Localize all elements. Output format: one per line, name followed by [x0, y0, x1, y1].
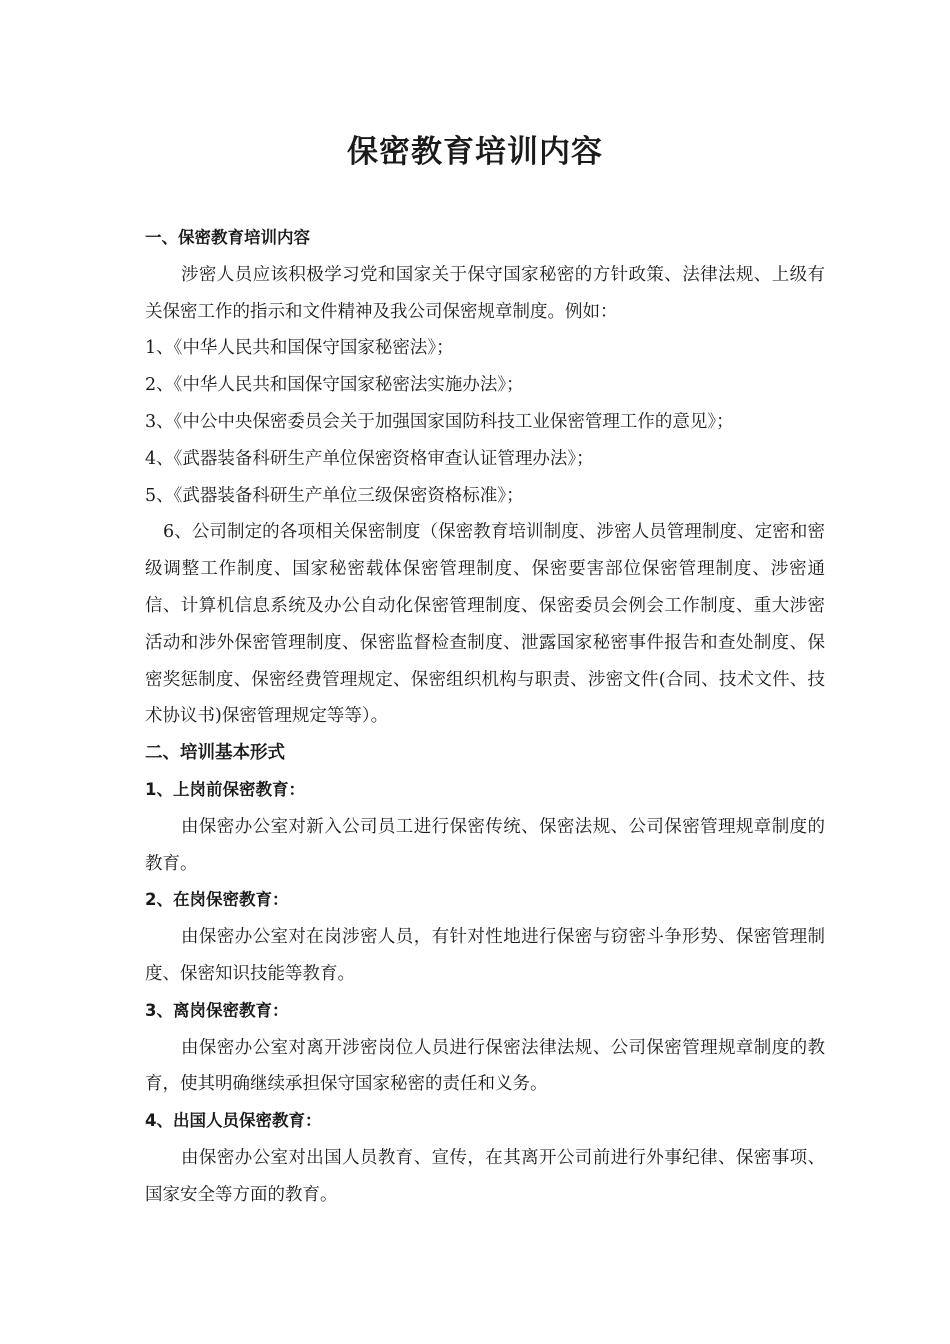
- regulation-item-3: 3、《中公中央保密委员会关于加强国家国防科技工业保密管理工作的意见》；: [145, 411, 734, 432]
- section-1-intro: 涉密人员应该积极学习党和国家关于保守国家秘密的方针政策、法律法规、上级有关保密工作的指示和文件精神及我公司保密规章制度。例如：: [145, 264, 825, 322]
- regulation-item-2: 2、《中华人民共和国保守国家秘密法实施办法》；: [145, 375, 524, 396]
- subsection-4-heading: 4、出国人员保密教育：: [145, 1111, 322, 1131]
- regulation-item-1: 1、《中华人民共和国保守国家秘密法》；: [145, 338, 454, 359]
- document-title: 保密教育培训内容: [347, 134, 603, 170]
- regulation-item-5: 5、《武器装备科研生产单位三级保密资格标准》；: [145, 485, 524, 506]
- subsection-1-body: 由保密办公室对新入公司员工进行保密传统、保密法规、公司保密管理规章制度的教育。: [145, 816, 825, 874]
- regulation-item-4: 4、《武器装备科研生产单位保密资格审查认证管理办法》；: [145, 448, 594, 469]
- section-2-heading: 二、培训基本形式: [145, 743, 285, 764]
- subsection-3-body: 由保密办公室对离开涉密岗位人员进行保密法律法规、公司保密管理规章制度的教育，使其明确继续承担保守国家秘密的责任和义务。: [145, 1037, 825, 1095]
- section-1-heading: 一、保密教育培训内容: [145, 228, 310, 247]
- subsection-3-heading: 3、离岗保密教育：: [145, 1000, 289, 1020]
- document-body: [145, 220, 825, 1214]
- subsection-1-heading: 1、上岗前保密教育：: [145, 779, 305, 799]
- subsection-2-body: 由保密办公室对在岗涉密人员，有针对性地进行保密与窃密斗争形势、保密管理制度、保密知识技能等教育。: [145, 927, 825, 984]
- subsection-4-body: 由保密办公室对出国人员教育、宣传，在其离开公司前进行外事纪律、保密事项、国家安全等方面的教育。: [145, 1147, 825, 1205]
- regulation-item-6: 6、公司制定的各项相关保密制度（保密教育培训制度、涉密人员管理制度、定密和密级调整工作制度、国家秘密载体保密管理制度、保密要害部位保密管理制度、涉密通信、计算机信息系统及办公自动化保密管理制度、保密委员会例会工作制度、重大涉密活动和涉外保密管理制度、保密监督检查制度、泄露国家秘密事件报告和查处制度、保密奖惩制度、保密经费管理规定、保密组织机构与职责、涉密文件(合同、技术文件、技术协议书)保密管理规定等等）。: [145, 522, 825, 727]
- subsection-2-heading: 2、在岗保密教育：: [145, 890, 289, 910]
